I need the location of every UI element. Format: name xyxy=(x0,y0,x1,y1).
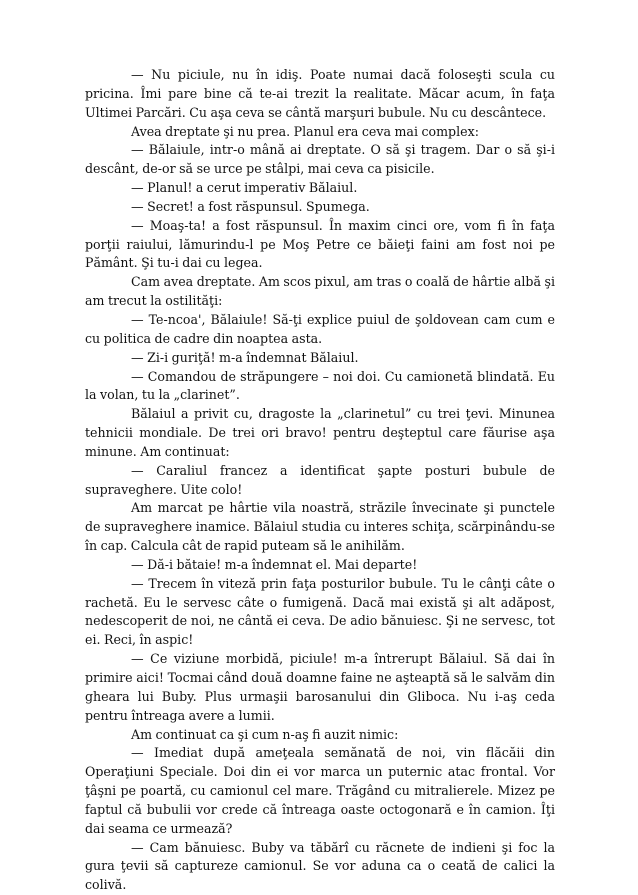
paragraph: — Trecem în viteză prin faţa posturilor bubule. Tu le cânţi câte o rachetă. Eu le servesc câte o fumigenă. Dacă mai există şi alt adăpost, nedescoperit de noi, ne cântă ei ceva. De adio bănuiesc. Şi ne servesc, tot ei. Reci, în aspic! xyxy=(85,575,555,648)
paragraph: Avea dreptate şi nu prea. Planul era ceva mai complex: xyxy=(131,123,479,139)
paragraph: — Cam bănuiesc. Buby va tăbărî cu răcnete de indieni şi foc la gura ţevii să captureze camionul. Se vor aduna ca o ceată de calici la colivă. xyxy=(85,839,555,893)
paragraph: — Te-ncoa', Bălaiule! Să-ţi explice puiul de şoldovean cam cum e cu politica de cadre din noaptea asta. xyxy=(85,311,555,346)
paragraph: — Secret! a fost răspunsul. Spumega. xyxy=(131,198,370,214)
page-body-text xyxy=(85,66,555,895)
paragraph: Bălaiul a privit cu, dragoste la „clarinetul” cu trei ţevi. Minunea tehnicii mondiale. De trei ori bravo! pentru deşteptul care făurise aşa minune. Am continuat: xyxy=(85,406,555,459)
paragraph: — Caraliul francez a identificat şapte posturi bubule de supraveghere. Uite colo! xyxy=(85,462,555,497)
paragraph: Cam avea dreptate. Am scos pixul, am tras o coală de hârtie albă şi am trecut la ostilităţi: xyxy=(85,274,555,309)
paragraph: — Imediat după ameţeala semănată de noi, vin flăcăii din Operaţiuni Speciale. Doi din ei vor marca un puternic atac frontal. Vor ţâşni pe poartă, cu camionul cel mare. Trăgând cu mitralierele. Mizez pe faptul că bubulii vor crede că întreaga oaste octogonară e în camion. Îţi dai seama ce urmează? xyxy=(85,745,555,836)
paragraph: Am marcat pe hârtie vila noastră, străzile învecinate şi punctele de supraveghere inamice. Bălaiul studia cu interes schiţa, scărpinându-se în cap. Calcula cât de rapid puteam să le anihilăm. xyxy=(85,500,555,554)
paragraph: — Moaş-ta! a fost răspunsul. În maxim cinci ore, vom fi în faţa porţii raiului, lămurindu-l pe Moş Petre ce băieţi faini am fost noi pe Pământ. Şi tu-i dai cu legea. xyxy=(85,217,555,271)
paragraph: — Ce viziune morbidă, piciule! m-a întrerupt Bălaiul. Să dai în primire aici! Tocmai când două doamne faine ne aşteaptă să le salvăm din ghearа lui Buby. Plus urmaşii barosanului din Gliboca. Nu i-aş ceda pentru întreaga avere a lumii. xyxy=(85,651,555,723)
paragraph: — Dă-i bătaie! m-a îndemnat el. Mai departe! xyxy=(131,556,418,572)
paragraph: — Planul! a cerut imperativ Bălaiul. xyxy=(131,180,358,196)
paragraph: — Bălaiule, intr-o mână ai dreptate. O să şi tragem. Dar o să şi-i descânt, de-or să se urce pe stâlpi, mai ceva ca pisicile. xyxy=(85,142,555,177)
paragraph: — Nu piciule, nu în idiş. Poate numai dacă foloseşti scula cu pricina. Îmi pare bine că te-ai trezit la realitate. Măcar acum, în faţa Ultimei Parcări. Cu aşa ceva se cântă marşuri bubule. Nu cu descântece. xyxy=(85,67,555,120)
paragraph: — Comandou de străpungere – noi doi. Cu camionetă blindată. Eu la volan, tu la „clarinet”. xyxy=(85,368,555,403)
paragraph: — Zi-i guriţă! m-a îndemnat Bălaiul. xyxy=(131,349,359,365)
paragraph: Am continuat ca şi cum n-aş fi auzit nimic: xyxy=(131,726,399,742)
